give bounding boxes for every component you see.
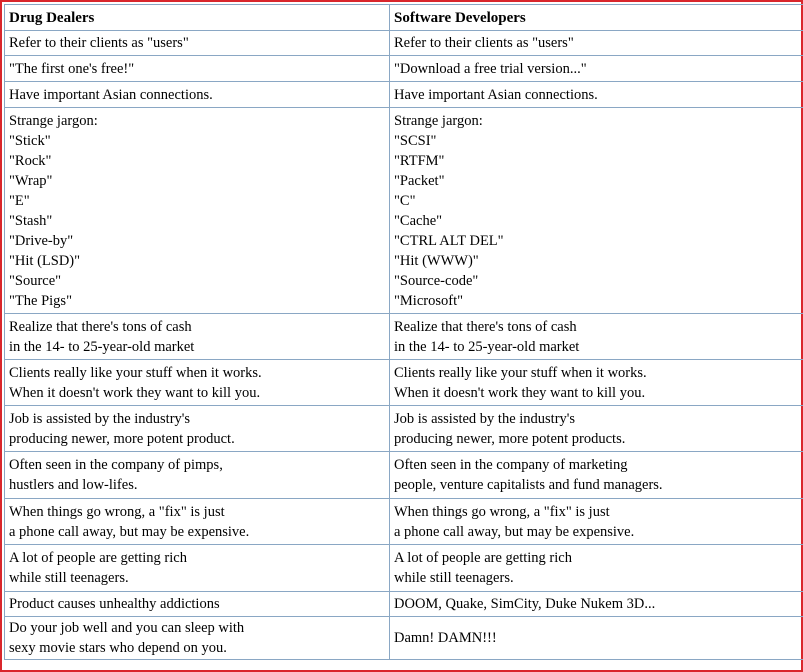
cell-line: Job is assisted by the industry's	[9, 410, 191, 427]
drug-dealers-cell	[5, 452, 390, 499]
cell-line: Strange jargon:	[9, 113, 98, 129]
cell-line: "Drive-by"	[9, 233, 74, 249]
cell-line: "Source-code"	[394, 273, 479, 289]
cell-line: "Cache"	[394, 213, 443, 229]
cell-line: "Microsoft"	[394, 293, 464, 309]
software-developers-cell	[390, 360, 803, 406]
drug-dealers-cell	[5, 545, 390, 592]
cell-line: Do your job well and you can sleep with	[9, 620, 245, 636]
table-row	[5, 545, 803, 592]
cell-line: in the 14- to 25-year-old market	[394, 338, 580, 355]
cell-line: DOOM, Quake, SimCity, Duke Nukem 3D...	[394, 596, 656, 612]
drug-dealers-cell	[5, 31, 390, 56]
software-developers-cell	[390, 406, 803, 452]
table-row	[5, 592, 803, 617]
table-row	[5, 82, 803, 108]
drug-dealers-cell	[5, 499, 390, 545]
drug-dealers-cell	[5, 617, 390, 660]
software-developers-cell	[390, 617, 803, 660]
cell-line: "Rock"	[9, 153, 52, 169]
cell-line: Product causes unhealthy addictions	[9, 596, 220, 612]
software-developers-cell	[390, 545, 803, 592]
cell-line: "C"	[394, 193, 416, 209]
cell-line: Realize that there's tons of cash	[9, 318, 192, 335]
comparison-table	[4, 4, 803, 660]
cell-line: "Source"	[9, 273, 62, 289]
cell-line: Have important Asian connections.	[394, 86, 598, 103]
cell-line: When it doesn't work they want to kill you.	[394, 384, 646, 401]
table-row	[5, 360, 803, 406]
cell-line: "CTRL ALT DEL"	[394, 233, 504, 249]
software-developers-cell	[390, 314, 803, 360]
cell-line: while still teenagers.	[9, 570, 129, 586]
drug-dealers-cell	[5, 360, 390, 406]
cell-line: sexy movie stars who depend on you.	[9, 640, 227, 656]
cell-line: people, venture capitalists and fund managers.	[394, 477, 663, 493]
cell-line: producing newer, more potent products.	[394, 430, 626, 447]
cell-line: When things go wrong, a "fix" is just	[9, 503, 225, 520]
cell-line: When it doesn't work they want to kill you.	[9, 384, 261, 401]
cell-line: A lot of people are getting rich	[394, 550, 572, 566]
software-developers-cell	[390, 452, 803, 499]
cell-line: Often seen in the company of marketing	[394, 457, 628, 473]
table-row	[5, 314, 803, 360]
cell-line: "Hit (LSD)"	[9, 253, 81, 269]
cell-line: "E"	[9, 193, 30, 209]
cell-line: "The Pigs"	[9, 293, 72, 309]
table-row	[5, 617, 803, 660]
header-drug-dealers: Drug Dealers	[5, 5, 390, 31]
table-row	[5, 56, 803, 82]
cell-line: in the 14- to 25-year-old market	[9, 338, 195, 355]
software-developers-cell	[390, 499, 803, 545]
software-developers-cell	[390, 56, 803, 82]
table-row	[5, 108, 803, 314]
header-software-developers: Software Developers	[390, 5, 803, 31]
table-row	[5, 31, 803, 56]
cell-line: Clients really like your stuff when it works.	[394, 364, 647, 381]
cell-line: "Download a free trial version..."	[394, 60, 587, 77]
cell-line: a phone call away, but may be expensive.	[9, 523, 250, 540]
cell-line: A lot of people are getting rich	[9, 550, 187, 566]
cell-line: while still teenagers.	[394, 570, 514, 586]
cell-line: producing newer, more potent product.	[9, 430, 235, 447]
cell-line: "Hit (WWW)"	[394, 253, 479, 269]
cell-line: Often seen in the company of pimps,	[9, 457, 223, 473]
drug-dealers-cell	[5, 592, 390, 617]
cell-line: Have important Asian connections.	[9, 86, 213, 103]
cell-line: Job is assisted by the industry's	[394, 410, 576, 427]
cell-line: Realize that there's tons of cash	[394, 318, 577, 335]
cell-line: Clients really like your stuff when it works.	[9, 364, 262, 381]
software-developers-cell	[390, 592, 803, 617]
cell-line: "RTFM"	[394, 153, 445, 169]
cell-line: "Wrap"	[9, 173, 53, 189]
cell-line: When things go wrong, a "fix" is just	[394, 503, 610, 520]
drug-dealers-cell	[5, 56, 390, 82]
header-row	[5, 5, 803, 31]
cell-line: a phone call away, but may be expensive.	[394, 523, 635, 540]
table-row	[5, 499, 803, 545]
drug-dealers-cell	[5, 314, 390, 360]
table-row	[5, 406, 803, 452]
cell-line: "The first one's free!"	[9, 60, 135, 77]
table-row	[5, 452, 803, 499]
cell-line: "Stick"	[9, 133, 51, 149]
software-developers-cell	[390, 82, 803, 108]
drug-dealers-cell	[5, 82, 390, 108]
cell-line: Refer to their clients as "users"	[9, 35, 189, 51]
drug-dealers-cell	[5, 406, 390, 452]
cell-line: "Stash"	[9, 213, 53, 229]
cell-line: Damn! DAMN!!!	[394, 630, 497, 646]
cell-line: "Packet"	[394, 173, 445, 189]
cell-line: Refer to their clients as "users"	[394, 35, 574, 51]
cell-line: "SCSI"	[394, 133, 437, 149]
cell-line: Strange jargon:	[394, 113, 483, 129]
cell-line: hustlers and low-lifes.	[9, 477, 138, 493]
software-developers-cell	[390, 108, 803, 314]
software-developers-cell	[390, 31, 803, 56]
drug-dealers-cell	[5, 108, 390, 314]
